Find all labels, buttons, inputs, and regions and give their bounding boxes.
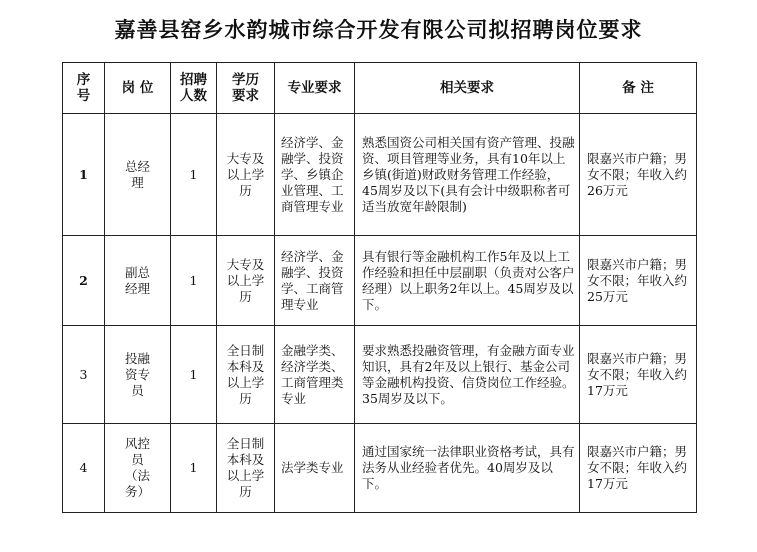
row-education: 大专及以上学历 — [217, 236, 275, 326]
header-position: 岗 位 — [105, 63, 171, 114]
job-requirements-table — [62, 62, 697, 513]
table-row — [63, 236, 697, 326]
row-major: 法学类专业 — [275, 424, 355, 513]
row-index: 4 — [63, 424, 105, 513]
row-notes: 限嘉兴市户籍；男女不限；年收入约26万元 — [580, 114, 697, 236]
row-notes: 限嘉兴市户籍；男女不限；年收入约17万元 — [580, 326, 697, 424]
table-row — [63, 326, 697, 424]
row-position: 副总经理 — [105, 236, 171, 326]
row-index: 2 — [63, 236, 105, 326]
table-row — [63, 114, 697, 236]
row-position: 风控员（法务） — [105, 424, 171, 513]
row-major: 经济学、金融学、投资学、乡镇企业管理、工商管理专业 — [275, 114, 355, 236]
row-index: 1 — [63, 114, 105, 236]
row-count: 1 — [171, 326, 217, 424]
table-header-row — [63, 63, 697, 114]
row-count: 1 — [171, 236, 217, 326]
row-position: 投融资专员 — [105, 326, 171, 424]
row-major: 经济学、金融学、投资学、工商管理专业 — [275, 236, 355, 326]
table-row — [63, 424, 697, 513]
header-requirements: 相关要求 — [355, 63, 580, 114]
row-count: 1 — [171, 424, 217, 513]
row-notes: 限嘉兴市户籍；男女不限；年收入约25万元 — [580, 236, 697, 326]
header-education: 学历要求 — [217, 63, 275, 114]
page-title: 嘉善县窑乡水韵城市综合开发有限公司拟招聘岗位要求 — [114, 18, 643, 42]
row-requirements: 要求熟悉投融资管理，有金融方面专业知识，具有2年及以上银行、基金公司等金融机构投资、信贷岗位工作经验。35周岁及以下。 — [355, 326, 580, 424]
header-notes: 备 注 — [580, 63, 697, 114]
header-major: 专业要求 — [275, 63, 355, 114]
row-education: 大专及以上学历 — [217, 114, 275, 236]
row-requirements: 通过国家统一法律职业资格考试，具有法务从业经验者优先。40周岁及以下。 — [355, 424, 580, 513]
row-requirements: 熟悉国资公司相关国有资产管理、投融资、项目管理等业务，具有10年以上乡镇(街道)财政财务管理工作经验，45周岁及以下(具有会计中级职称者可适当放宽年龄限制) — [355, 114, 580, 236]
row-count: 1 — [171, 114, 217, 236]
row-major: 金融学类、经济学类、工商管理类专业 — [275, 326, 355, 424]
row-index: 3 — [63, 326, 105, 424]
row-education: 全日制本科及以上学历 — [217, 424, 275, 513]
row-requirements: 具有银行等金融机构工作5年及以上工作经验和担任中层副职（负责对公客户经理）以上职务2年以上。45周岁及以下。 — [355, 236, 580, 326]
header-count: 招聘人数 — [171, 63, 217, 114]
row-position: 总经理 — [105, 114, 171, 236]
row-notes: 限嘉兴市户籍；男女不限；年收入约17万元 — [580, 424, 697, 513]
header-index: 序号 — [63, 63, 105, 114]
row-education: 全日制本科及以上学历 — [217, 326, 275, 424]
